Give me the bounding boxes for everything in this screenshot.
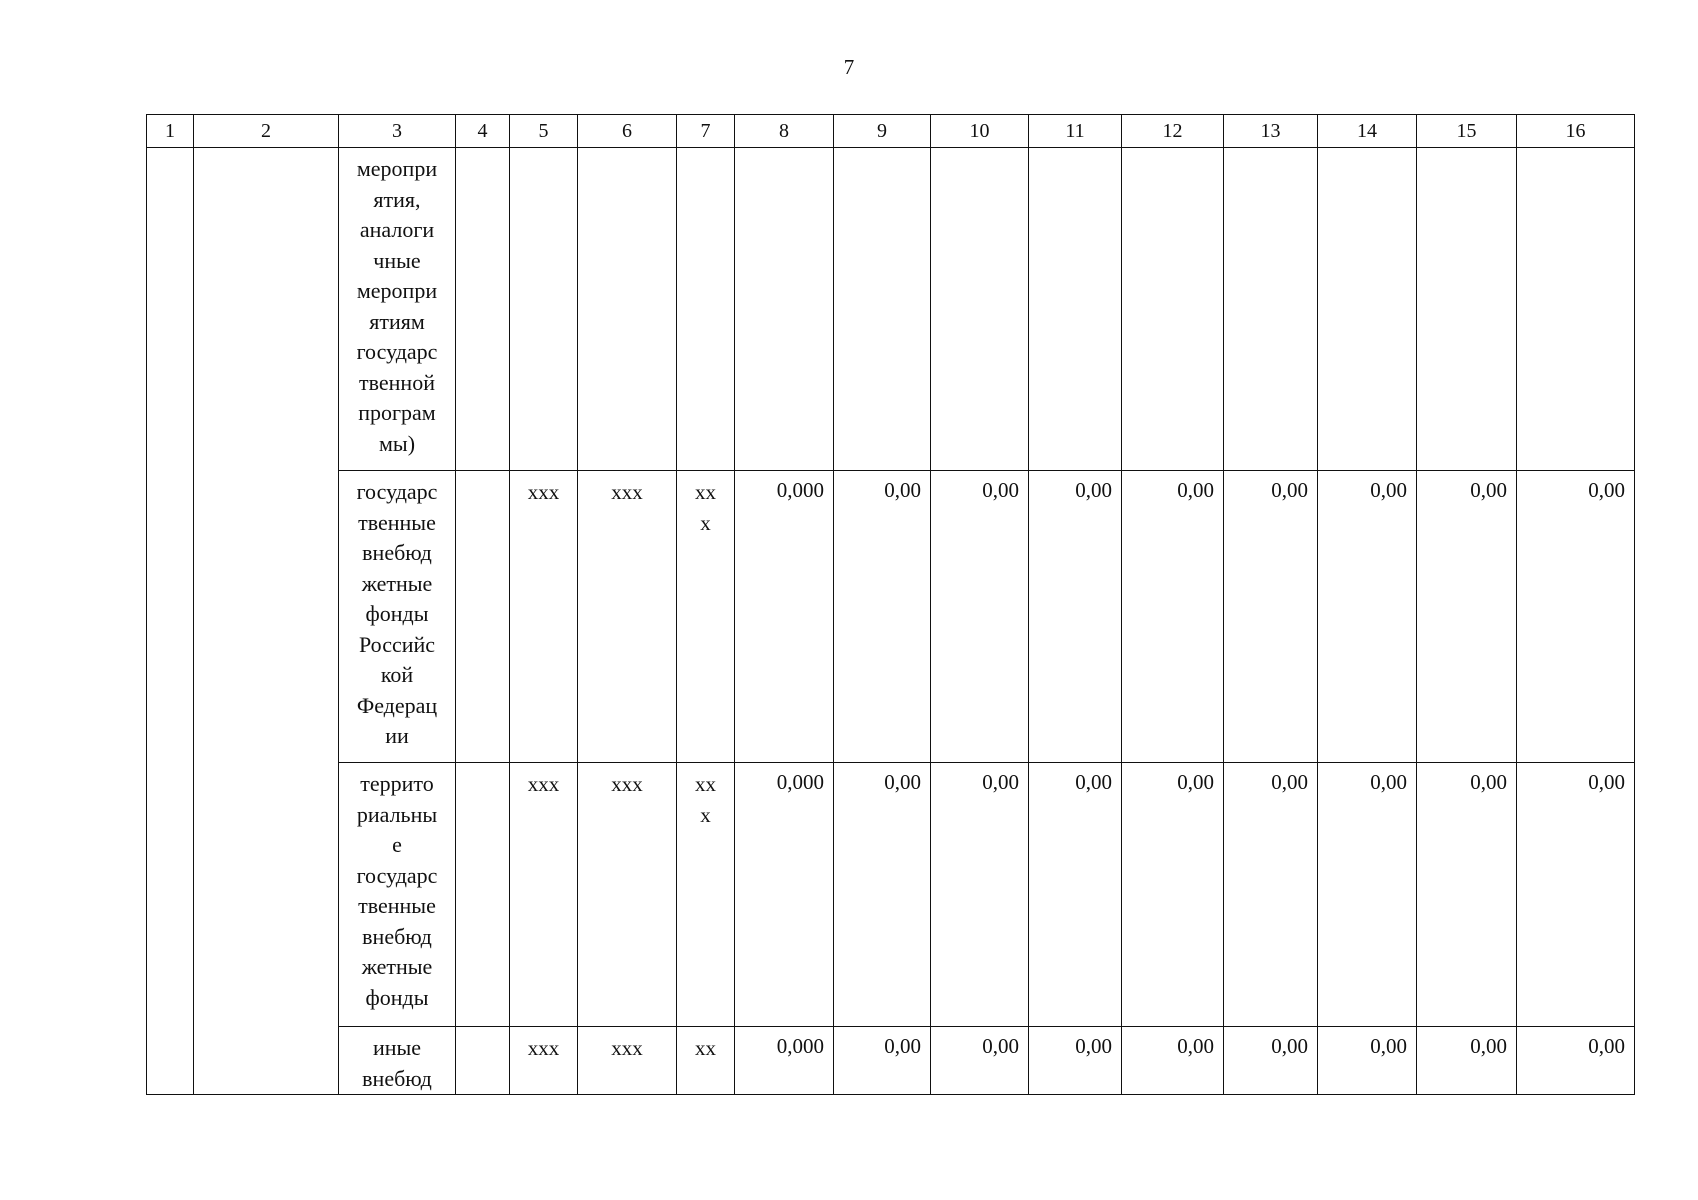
column-number: 6 [578,115,677,148]
value-cell: 0,00 [1318,471,1417,763]
value-cell: 0,00 [834,471,931,763]
value-cell [1417,148,1517,471]
table-row [147,763,1635,1027]
funding-source-cell: меропри ятия, аналоги чные меропри ятиям государс твенной програм мы) [339,148,456,471]
column-number: 10 [931,115,1029,148]
value-cell: 0,000 [735,471,834,763]
column-number: 2 [194,115,339,148]
cell-col1 [147,148,194,1095]
value-cell: 0,00 [1122,763,1224,1027]
cell-col4 [456,471,510,763]
value-cell: 0,000 [735,763,834,1027]
code-cell-col6: ххх [578,471,677,763]
code-cell-col5: ххх [510,1027,578,1095]
funding-source-cell: государс твенные внебюд жетные фонды Российс кой Федерац ии [339,471,456,763]
value-cell [834,148,931,471]
cell-col2 [194,148,339,1095]
value-cell: 0,00 [1517,471,1635,763]
value-cell: 0,00 [834,1027,931,1095]
value-cell [1318,148,1417,471]
column-number: 11 [1029,115,1122,148]
value-cell [1029,148,1122,471]
column-number: 1 [147,115,194,148]
value-cell [1517,148,1635,471]
value-cell: 0,00 [1318,763,1417,1027]
column-number-row [147,115,1635,148]
code-cell-col7: хх [677,1027,735,1095]
value-cell: 0,00 [1122,1027,1224,1095]
value-cell: 0,00 [1517,1027,1635,1095]
column-number: 5 [510,115,578,148]
value-cell: 0,00 [1318,1027,1417,1095]
cell-col4 [456,1027,510,1095]
column-number: 9 [834,115,931,148]
value-cell [1122,148,1224,471]
value-cell: 0,000 [735,1027,834,1095]
funding-source-cell: террито риальны е государс твенные внебюд жетные фонды [339,763,456,1027]
cell-col4 [456,763,510,1027]
column-number: 12 [1122,115,1224,148]
value-cell: 0,00 [1417,471,1517,763]
value-cell: 0,00 [1029,1027,1122,1095]
value-cell [931,148,1029,471]
value-cell: 0,00 [931,763,1029,1027]
code-cell-col6: ххх [578,1027,677,1095]
table-row [147,1027,1635,1095]
code-cell-col6: ххх [578,763,677,1027]
value-cell: 0,00 [834,763,931,1027]
value-cell: 0,00 [1122,471,1224,763]
column-number: 16 [1517,115,1635,148]
value-cell: 0,00 [1224,471,1318,763]
code-cell-col7: хх х [677,763,735,1027]
cell-col4 [456,148,510,471]
page-number: 7 [843,55,855,79]
column-number: 7 [677,115,735,148]
value-cell: 0,00 [931,1027,1029,1095]
value-cell [735,148,834,471]
code-cell-col5 [510,148,578,471]
value-cell: 0,00 [1224,763,1318,1027]
table-row [147,148,1635,471]
value-cell: 0,00 [1417,1027,1517,1095]
code-cell-col7: хх х [677,471,735,763]
value-cell: 0,00 [1417,763,1517,1027]
budget-table [146,114,1635,1095]
table-row [147,471,1635,763]
value-cell [1224,148,1318,471]
code-cell-col6 [578,148,677,471]
column-number: 4 [456,115,510,148]
value-cell: 0,00 [1224,1027,1318,1095]
code-cell-col5: ххх [510,471,578,763]
column-number: 15 [1417,115,1517,148]
column-number: 3 [339,115,456,148]
code-cell-col7 [677,148,735,471]
column-number: 8 [735,115,834,148]
funding-source-cell: иные внебюд [339,1027,456,1095]
column-number: 14 [1318,115,1417,148]
value-cell: 0,00 [1029,763,1122,1027]
code-cell-col5: ххх [510,763,578,1027]
value-cell: 0,00 [931,471,1029,763]
value-cell: 0,00 [1029,471,1122,763]
column-number: 13 [1224,115,1318,148]
value-cell: 0,00 [1517,763,1635,1027]
